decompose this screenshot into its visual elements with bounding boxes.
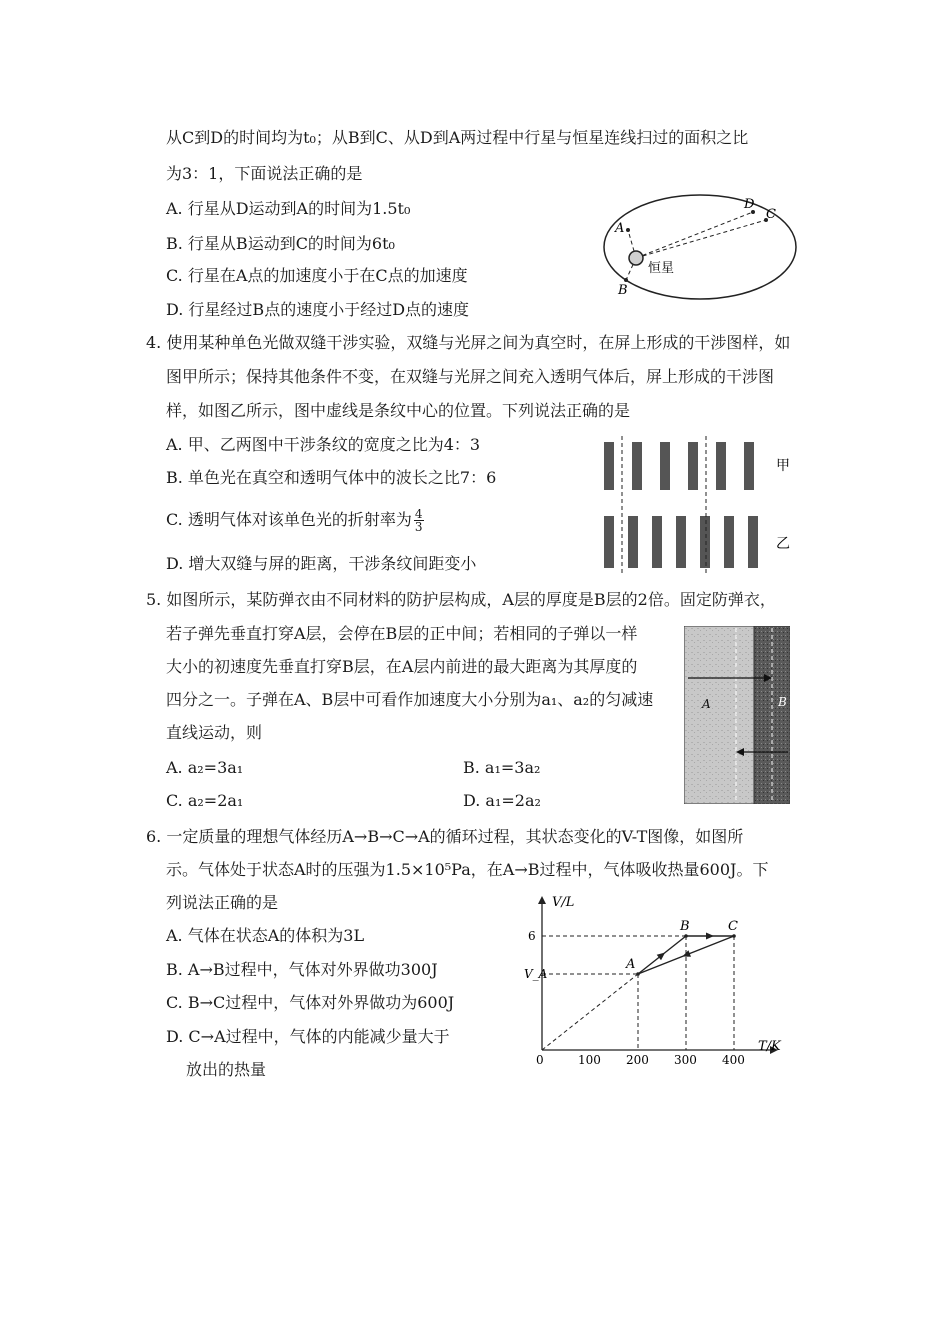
q4-option-c [166,508,424,533]
q6-option-c: C. B→C过程中，气体对外界做功为600J [166,993,455,1012]
fringe [716,442,726,490]
fringe [700,516,710,568]
pattern-yi [604,516,758,568]
dashed-origin-to-a [542,974,638,1050]
q6-option-b: B. A→B过程中，气体对外界做功300J [166,960,438,979]
origin-label: 0 [536,1053,544,1067]
fringe [688,442,698,490]
point-b [684,934,688,938]
label-layer-a: A [702,697,711,711]
q3-option-b: B. 行星从B运动到C的时间为6t₀ [166,234,395,253]
y-tick-label-va: V_A [524,967,548,981]
q5-option-a: A. a₂=3a₁ [166,758,244,777]
fringe [660,442,670,490]
fringe [628,516,638,568]
label-d: D [744,197,755,212]
fringe [724,516,734,568]
q4-fraction [414,508,424,533]
point-label-c: C [728,919,738,934]
fringe [604,442,614,490]
fringe [748,516,758,568]
q3-option-c: C. 行星在A点的加速度小于在C点的加速度 [166,266,468,285]
point-label-a: A [626,957,636,972]
q4-stem-line-3: 样，如图乙所示，图中虚线是条纹中心的位置。下列说法正确的是 [166,401,631,420]
chart-marks [524,919,745,1067]
q5-option-b: B. a₁=3a₂ [463,758,541,777]
y-axis-arrow-icon [538,896,546,904]
q5-stem-line-5: 直线运动，则 [166,723,263,742]
q5-stem-line-1: 5. 如图所示，某防弹衣由不同材料的防护层构成，A层的厚度是B层的2倍。固定防弹衣， [146,590,776,609]
q5-vest-figure [684,626,790,804]
q6-vt-chart [520,890,790,1070]
dashed-line-star-c [636,220,766,258]
q6-stem-line-1: 6. 一定质量的理想气体经历A→B→C→A的循环过程，其状态变化的V-T图像，如图所 [146,827,744,846]
fringe [744,442,754,490]
q4-stem-line-1: 4. 使用某种单色光做双缝干涉实验，双缝与光屏之间为真空时，在屏上形成的干涉图样，如 [146,333,791,352]
q6-option-d: D. C→A过程中，气体的内能减少量大于 [166,1027,450,1046]
point-label-b: B [680,919,690,934]
label-b: B [618,283,628,298]
label-jia: 甲 [776,458,790,474]
x-tick-label: 100 [578,1053,601,1067]
fraction-numerator: 4 [414,507,423,521]
point-a [636,972,640,976]
q5-stem-line-3: 大小的初速度先垂直打穿B层，在A层内前进的最大距离为其厚度的 [166,657,638,676]
point-b-dot [624,278,628,282]
q5-stem-line-2: 若子弹先垂直打穿A层，会停在B层的正中间；若相同的子弹以一样 [166,624,638,643]
fringe [604,516,614,568]
q3-stem-line-2: 为3：1，下面说法正确的是 [166,164,363,183]
q5-option-d: D. a₁=2a₂ [463,791,541,810]
q4-option-d: D. 增大双缝与屏的距离，干涉条纹间距变小 [166,554,477,573]
y-tick-label-6: 6 [528,929,536,943]
label-layer-b: B [778,695,787,709]
label-yi: 乙 [776,536,790,552]
pattern-jia [604,442,754,490]
label-star: 恒星 [648,261,675,276]
x-tick-label: 300 [674,1053,697,1067]
x-tick-label: 200 [626,1053,649,1067]
dashed-line-star-d [636,212,753,258]
arrow-icon [706,933,714,940]
y-axis-label: V/L [552,895,575,910]
fringe [632,442,642,490]
x-axis-label: T/K [758,1039,781,1054]
layer-a [684,626,754,804]
q3-orbit-figure [598,192,798,302]
x-tick-label: 400 [722,1053,745,1067]
q3-option-d: D. 行星经过B点的速度小于经过D点的速度 [166,300,470,319]
q5-option-c: C. a₂=2a₁ [166,791,244,810]
label-c: C [766,207,776,222]
point-a-dot [626,228,630,232]
fringe [652,516,662,568]
q6-stem-line-3: 列说法正确的是 [166,893,279,912]
fraction-denominator: 3 [414,520,423,534]
q3-stem-line-1: 从C到D的时间均为t₀；从B到C、从D到A两过程中行星与恒星连线扫过的面积之比 [166,128,749,147]
q6-stem-line-2: 示。气体处于状态A时的压强为1.5×10⁵Pa，在A→B过程中，气体吸收热量600J。下 [166,860,769,879]
q5-stem-line-4: 四分之一。子弹在A、B层中可看作加速度大小分别为a₁、a₂的匀减速 [166,690,654,709]
star-icon [629,251,643,265]
fringe [676,516,686,568]
q4-option-c-text: C. 透明气体对该单色光的折射率为 [166,510,412,529]
q6-option-d-continued: 放出的热量 [186,1060,267,1079]
q3-option-a: A. 行星从D运动到A的时间为1.5t₀ [166,199,411,218]
q4-option-a: A. 甲、乙两图中干涉条纹的宽度之比为4：3 [166,435,481,454]
arrow-icon [682,950,691,957]
q4-stem-line-2: 图甲所示；保持其他条件不变，在双缝与光屏之间充入透明气体后，屏上形成的干涉图 [166,367,775,386]
q6-option-a: A. 气体在状态A的体积为3L [166,926,365,945]
label-a: A [615,221,625,236]
point-c [732,934,736,938]
q4-option-b: B. 单色光在真空和透明气体中的波长之比7：6 [166,468,497,487]
q4-interference-figure [596,434,806,584]
